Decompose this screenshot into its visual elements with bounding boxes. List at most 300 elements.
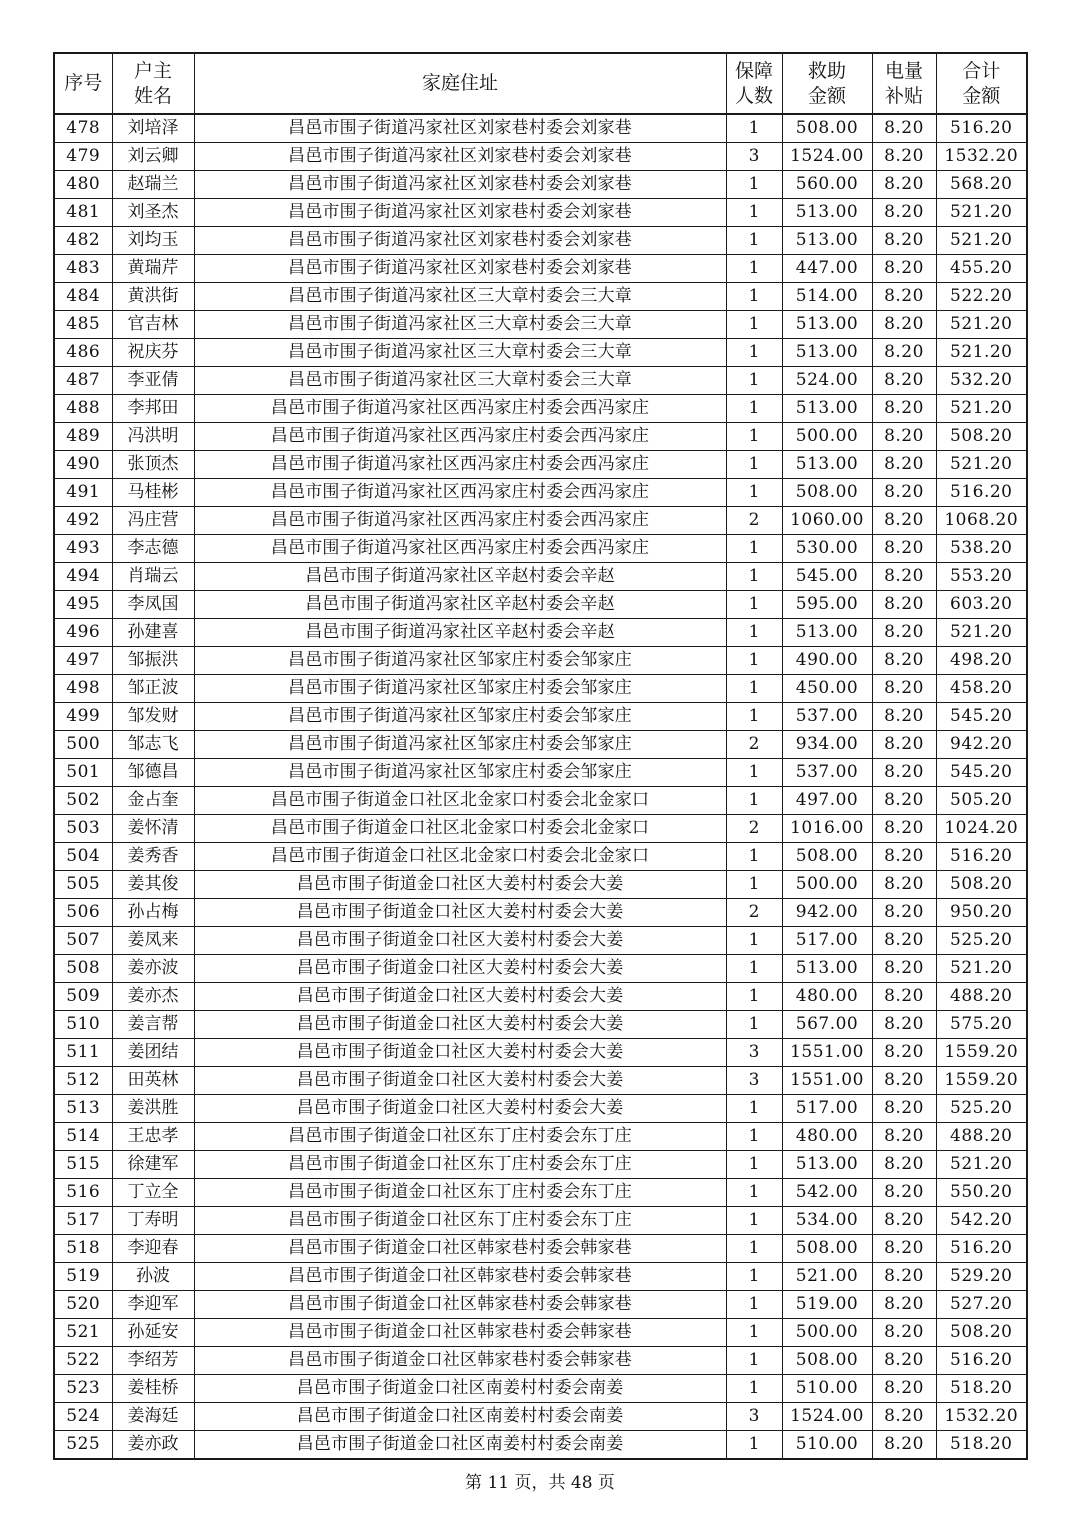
cell-name: 冯洪明 <box>112 423 194 451</box>
cell-address: 昌邑市围子街道金口社区南姜村村委会南姜 <box>194 1431 726 1460</box>
cell-persons: 1 <box>726 423 782 451</box>
cell-name: 马桂彬 <box>112 479 194 507</box>
cell-persons: 1 <box>726 871 782 899</box>
cell-total: 1024.20 <box>936 815 1027 843</box>
cell-address: 昌邑市围子街道金口社区韩家巷村委会韩家巷 <box>194 1319 726 1347</box>
table-row <box>54 871 1027 899</box>
cell-address: 昌邑市围子街道冯家社区邹家庄村委会邹家庄 <box>194 647 726 675</box>
cell-seq: 505 <box>54 871 112 899</box>
table-row <box>54 227 1027 255</box>
cell-persons: 1 <box>726 1235 782 1263</box>
cell-aid: 567.00 <box>782 1011 872 1039</box>
cell-elec: 8.20 <box>872 507 936 535</box>
cell-address: 昌邑市围子街道冯家社区西冯家庄村委会西冯家庄 <box>194 451 726 479</box>
cell-elec: 8.20 <box>872 703 936 731</box>
cell-seq: 499 <box>54 703 112 731</box>
cell-persons: 3 <box>726 1039 782 1067</box>
cell-elec: 8.20 <box>872 955 936 983</box>
cell-aid: 517.00 <box>782 927 872 955</box>
table-row <box>54 507 1027 535</box>
table-row <box>54 1431 1027 1460</box>
table-row <box>54 1291 1027 1319</box>
cell-total: 1532.20 <box>936 1403 1027 1431</box>
relief-table <box>53 52 1028 1460</box>
cell-elec: 8.20 <box>872 1123 936 1151</box>
table-row <box>54 927 1027 955</box>
cell-address: 昌邑市围子街道冯家社区西冯家庄村委会西冯家庄 <box>194 507 726 535</box>
cell-name: 姜言帮 <box>112 1011 194 1039</box>
cell-persons: 1 <box>726 619 782 647</box>
cell-seq: 522 <box>54 1347 112 1375</box>
cell-elec: 8.20 <box>872 899 936 927</box>
cell-aid: 519.00 <box>782 1291 872 1319</box>
cell-address: 昌邑市围子街道金口社区北金家口村委会北金家口 <box>194 787 726 815</box>
cell-elec: 8.20 <box>872 983 936 1011</box>
cell-aid: 500.00 <box>782 1319 872 1347</box>
cell-total: 521.20 <box>936 395 1027 423</box>
cell-address: 昌邑市围子街道金口社区韩家巷村委会韩家巷 <box>194 1347 726 1375</box>
cell-name: 李绍芳 <box>112 1347 194 1375</box>
cell-aid: 1524.00 <box>782 1403 872 1431</box>
cell-aid: 542.00 <box>782 1179 872 1207</box>
cell-address: 昌邑市围子街道冯家社区邹家庄村委会邹家庄 <box>194 703 726 731</box>
cell-elec: 8.20 <box>872 535 936 563</box>
cell-aid: 480.00 <box>782 1123 872 1151</box>
cell-name: 李迎春 <box>112 1235 194 1263</box>
cell-name: 肖瑞云 <box>112 563 194 591</box>
cell-name: 张顶杰 <box>112 451 194 479</box>
header-aid: 救助 金额 <box>782 53 872 114</box>
cell-seq: 502 <box>54 787 112 815</box>
cell-persons: 1 <box>726 227 782 255</box>
cell-aid: 1060.00 <box>782 507 872 535</box>
cell-address: 昌邑市围子街道冯家社区刘家巷村委会刘家巷 <box>194 114 726 143</box>
cell-seq: 519 <box>54 1263 112 1291</box>
cell-address: 昌邑市围子街道冯家社区西冯家庄村委会西冯家庄 <box>194 479 726 507</box>
cell-total: 516.20 <box>936 479 1027 507</box>
table-row <box>54 311 1027 339</box>
cell-name: 邹振洪 <box>112 647 194 675</box>
cell-aid: 537.00 <box>782 703 872 731</box>
cell-aid: 1551.00 <box>782 1039 872 1067</box>
cell-seq: 495 <box>54 591 112 619</box>
cell-aid: 447.00 <box>782 255 872 283</box>
cell-name: 姜秀香 <box>112 843 194 871</box>
cell-persons: 1 <box>726 479 782 507</box>
cell-elec: 8.20 <box>872 1291 936 1319</box>
cell-elec: 8.20 <box>872 591 936 619</box>
cell-total: 521.20 <box>936 311 1027 339</box>
cell-persons: 1 <box>726 591 782 619</box>
cell-address: 昌邑市围子街道冯家社区辛赵村委会辛赵 <box>194 563 726 591</box>
cell-elec: 8.20 <box>872 171 936 199</box>
cell-total: 942.20 <box>936 731 1027 759</box>
table-row <box>54 283 1027 311</box>
table-row <box>54 143 1027 171</box>
cell-seq: 524 <box>54 1403 112 1431</box>
table-row <box>54 983 1027 1011</box>
cell-seq: 496 <box>54 619 112 647</box>
cell-total: 508.20 <box>936 1319 1027 1347</box>
table-row <box>54 1039 1027 1067</box>
cell-address: 昌邑市围子街道金口社区大姜村村委会大姜 <box>194 899 726 927</box>
cell-elec: 8.20 <box>872 1207 936 1235</box>
cell-seq: 491 <box>54 479 112 507</box>
cell-seq: 521 <box>54 1319 112 1347</box>
cell-aid: 595.00 <box>782 591 872 619</box>
cell-elec: 8.20 <box>872 479 936 507</box>
table-row <box>54 1375 1027 1403</box>
table-row <box>54 339 1027 367</box>
cell-name: 冯庄营 <box>112 507 194 535</box>
cell-aid: 545.00 <box>782 563 872 591</box>
cell-persons: 1 <box>726 1291 782 1319</box>
cell-total: 525.20 <box>936 927 1027 955</box>
cell-address: 昌邑市围子街道金口社区大姜村村委会大姜 <box>194 927 726 955</box>
cell-elec: 8.20 <box>872 1263 936 1291</box>
cell-persons: 2 <box>726 731 782 759</box>
cell-elec: 8.20 <box>872 451 936 479</box>
cell-persons: 1 <box>726 703 782 731</box>
cell-aid: 1524.00 <box>782 143 872 171</box>
cell-address: 昌邑市围子街道金口社区大姜村村委会大姜 <box>194 1039 726 1067</box>
cell-total: 545.20 <box>936 703 1027 731</box>
cell-persons: 1 <box>726 675 782 703</box>
cell-address: 昌邑市围子街道金口社区大姜村村委会大姜 <box>194 983 726 1011</box>
cell-persons: 1 <box>726 171 782 199</box>
cell-total: 532.20 <box>936 367 1027 395</box>
cell-aid: 513.00 <box>782 1151 872 1179</box>
cell-seq: 486 <box>54 339 112 367</box>
cell-persons: 1 <box>726 955 782 983</box>
cell-seq: 488 <box>54 395 112 423</box>
cell-name: 姜亦波 <box>112 955 194 983</box>
cell-address: 昌邑市围子街道冯家社区邹家庄村委会邹家庄 <box>194 675 726 703</box>
cell-persons: 1 <box>726 983 782 1011</box>
table-row <box>54 1151 1027 1179</box>
cell-name: 邹德昌 <box>112 759 194 787</box>
cell-persons: 1 <box>726 535 782 563</box>
cell-aid: 513.00 <box>782 311 872 339</box>
cell-elec: 8.20 <box>872 1151 936 1179</box>
cell-seq: 501 <box>54 759 112 787</box>
cell-address: 昌邑市围子街道金口社区大姜村村委会大姜 <box>194 1095 726 1123</box>
cell-aid: 942.00 <box>782 899 872 927</box>
cell-seq: 494 <box>54 563 112 591</box>
cell-seq: 508 <box>54 955 112 983</box>
cell-elec: 8.20 <box>872 619 936 647</box>
table-row <box>54 899 1027 927</box>
cell-persons: 1 <box>726 1347 782 1375</box>
cell-persons: 2 <box>726 815 782 843</box>
cell-elec: 8.20 <box>872 787 936 815</box>
cell-address: 昌邑市围子街道金口社区东丁庄村委会东丁庄 <box>194 1179 726 1207</box>
cell-persons: 1 <box>726 255 782 283</box>
cell-seq: 507 <box>54 927 112 955</box>
cell-seq: 504 <box>54 843 112 871</box>
cell-total: 498.20 <box>936 647 1027 675</box>
header-total: 合计 金额 <box>936 53 1027 114</box>
cell-name: 姜亦政 <box>112 1431 194 1460</box>
cell-seq: 516 <box>54 1179 112 1207</box>
cell-elec: 8.20 <box>872 1319 936 1347</box>
cell-address: 昌邑市围子街道冯家社区刘家巷村委会刘家巷 <box>194 143 726 171</box>
cell-persons: 1 <box>726 1431 782 1460</box>
cell-name: 官吉林 <box>112 311 194 339</box>
cell-aid: 490.00 <box>782 647 872 675</box>
cell-total: 516.20 <box>936 114 1027 143</box>
cell-persons: 1 <box>726 199 782 227</box>
cell-elec: 8.20 <box>872 759 936 787</box>
cell-elec: 8.20 <box>872 143 936 171</box>
cell-address: 昌邑市围子街道冯家社区辛赵村委会辛赵 <box>194 619 726 647</box>
cell-total: 525.20 <box>936 1095 1027 1123</box>
cell-total: 508.20 <box>936 423 1027 451</box>
cell-seq: 489 <box>54 423 112 451</box>
table-row <box>54 759 1027 787</box>
cell-seq: 513 <box>54 1095 112 1123</box>
cell-name: 姜凤来 <box>112 927 194 955</box>
table-row <box>54 955 1027 983</box>
cell-seq: 485 <box>54 311 112 339</box>
cell-persons: 1 <box>726 787 782 815</box>
cell-aid: 508.00 <box>782 479 872 507</box>
cell-name: 王忠孝 <box>112 1123 194 1151</box>
cell-name: 徐建军 <box>112 1151 194 1179</box>
cell-total: 1532.20 <box>936 143 1027 171</box>
cell-persons: 1 <box>726 451 782 479</box>
cell-elec: 8.20 <box>872 114 936 143</box>
cell-elec: 8.20 <box>872 199 936 227</box>
table-row <box>54 675 1027 703</box>
cell-address: 昌邑市围子街道冯家社区三大章村委会三大章 <box>194 283 726 311</box>
table-row <box>54 1207 1027 1235</box>
cell-aid: 934.00 <box>782 731 872 759</box>
header-address: 家庭住址 <box>194 53 726 114</box>
table-row <box>54 255 1027 283</box>
cell-name: 李亚倩 <box>112 367 194 395</box>
cell-aid: 508.00 <box>782 114 872 143</box>
cell-address: 昌邑市围子街道金口社区东丁庄村委会东丁庄 <box>194 1123 726 1151</box>
cell-name: 邹志飞 <box>112 731 194 759</box>
cell-aid: 1016.00 <box>782 815 872 843</box>
cell-total: 542.20 <box>936 1207 1027 1235</box>
cell-aid: 508.00 <box>782 1235 872 1263</box>
cell-address: 昌邑市围子街道冯家社区辛赵村委会辛赵 <box>194 591 726 619</box>
table-row <box>54 563 1027 591</box>
cell-address: 昌邑市围子街道冯家社区西冯家庄村委会西冯家庄 <box>194 423 726 451</box>
cell-aid: 480.00 <box>782 983 872 1011</box>
cell-persons: 1 <box>726 1179 782 1207</box>
table-row <box>54 451 1027 479</box>
cell-elec: 8.20 <box>872 1347 936 1375</box>
cell-address: 昌邑市围子街道冯家社区刘家巷村委会刘家巷 <box>194 199 726 227</box>
cell-address: 昌邑市围子街道金口社区东丁庄村委会东丁庄 <box>194 1151 726 1179</box>
header-seq: 序号 <box>54 53 112 114</box>
cell-address: 昌邑市围子街道金口社区韩家巷村委会韩家巷 <box>194 1235 726 1263</box>
cell-name: 丁寿明 <box>112 1207 194 1235</box>
cell-seq: 512 <box>54 1067 112 1095</box>
cell-address: 昌邑市围子街道金口社区大姜村村委会大姜 <box>194 955 726 983</box>
cell-name: 姜团结 <box>112 1039 194 1067</box>
cell-address: 昌邑市围子街道冯家社区西冯家庄村委会西冯家庄 <box>194 535 726 563</box>
cell-total: 508.20 <box>936 871 1027 899</box>
cell-persons: 1 <box>726 367 782 395</box>
cell-name: 刘培泽 <box>112 114 194 143</box>
cell-name: 田英林 <box>112 1067 194 1095</box>
table-row <box>54 731 1027 759</box>
cell-total: 458.20 <box>936 675 1027 703</box>
cell-name: 刘圣杰 <box>112 199 194 227</box>
cell-persons: 1 <box>726 1263 782 1291</box>
cell-address: 昌邑市围子街道金口社区东丁庄村委会东丁庄 <box>194 1207 726 1235</box>
cell-seq: 484 <box>54 283 112 311</box>
cell-total: 521.20 <box>936 339 1027 367</box>
cell-name: 姜桂桥 <box>112 1375 194 1403</box>
cell-persons: 1 <box>726 283 782 311</box>
cell-address: 昌邑市围子街道冯家社区三大章村委会三大章 <box>194 339 726 367</box>
cell-name: 孙建喜 <box>112 619 194 647</box>
cell-aid: 521.00 <box>782 1263 872 1291</box>
table-row <box>54 114 1027 143</box>
cell-persons: 1 <box>726 339 782 367</box>
cell-seq: 509 <box>54 983 112 1011</box>
cell-total: 1559.20 <box>936 1039 1027 1067</box>
cell-aid: 513.00 <box>782 339 872 367</box>
cell-total: 1068.20 <box>936 507 1027 535</box>
cell-aid: 513.00 <box>782 227 872 255</box>
table-row <box>54 787 1027 815</box>
cell-seq: 493 <box>54 535 112 563</box>
cell-elec: 8.20 <box>872 1067 936 1095</box>
cell-persons: 1 <box>726 563 782 591</box>
cell-persons: 3 <box>726 143 782 171</box>
cell-total: 505.20 <box>936 787 1027 815</box>
cell-seq: 483 <box>54 255 112 283</box>
cell-address: 昌邑市围子街道金口社区大姜村村委会大姜 <box>194 1011 726 1039</box>
cell-seq: 478 <box>54 114 112 143</box>
cell-name: 姜其俊 <box>112 871 194 899</box>
cell-total: 521.20 <box>936 451 1027 479</box>
cell-total: 521.20 <box>936 227 1027 255</box>
table-header <box>54 53 1027 114</box>
cell-total: 521.20 <box>936 199 1027 227</box>
cell-seq: 518 <box>54 1235 112 1263</box>
page-footer: 第 11 页，共 48 页 <box>465 1473 615 1493</box>
cell-total: 568.20 <box>936 171 1027 199</box>
cell-elec: 8.20 <box>872 815 936 843</box>
cell-total: 518.20 <box>936 1431 1027 1460</box>
cell-seq: 514 <box>54 1123 112 1151</box>
cell-aid: 508.00 <box>782 1347 872 1375</box>
cell-total: 488.20 <box>936 1123 1027 1151</box>
cell-elec: 8.20 <box>872 1235 936 1263</box>
cell-aid: 508.00 <box>782 843 872 871</box>
table-row <box>54 1179 1027 1207</box>
cell-total: 521.20 <box>936 955 1027 983</box>
table-row <box>54 815 1027 843</box>
header-elec: 电量 补贴 <box>872 53 936 114</box>
cell-elec: 8.20 <box>872 871 936 899</box>
cell-elec: 8.20 <box>872 339 936 367</box>
cell-total: 550.20 <box>936 1179 1027 1207</box>
cell-name: 姜亦杰 <box>112 983 194 1011</box>
cell-elec: 8.20 <box>872 1375 936 1403</box>
table-row <box>54 1263 1027 1291</box>
table-row <box>54 1403 1027 1431</box>
cell-elec: 8.20 <box>872 1039 936 1067</box>
cell-persons: 1 <box>726 927 782 955</box>
cell-aid: 560.00 <box>782 171 872 199</box>
cell-name: 孙延安 <box>112 1319 194 1347</box>
cell-aid: 513.00 <box>782 451 872 479</box>
cell-aid: 497.00 <box>782 787 872 815</box>
table-row <box>54 423 1027 451</box>
cell-name: 孙占梅 <box>112 899 194 927</box>
cell-persons: 1 <box>726 1123 782 1151</box>
cell-aid: 524.00 <box>782 367 872 395</box>
table-row <box>54 703 1027 731</box>
cell-total: 521.20 <box>936 1151 1027 1179</box>
cell-name: 邹发财 <box>112 703 194 731</box>
cell-elec: 8.20 <box>872 1403 936 1431</box>
cell-persons: 1 <box>726 843 782 871</box>
cell-name: 祝庆芬 <box>112 339 194 367</box>
table-row <box>54 1347 1027 1375</box>
cell-total: 521.20 <box>936 619 1027 647</box>
cell-total: 529.20 <box>936 1263 1027 1291</box>
cell-name: 李邦田 <box>112 395 194 423</box>
cell-persons: 1 <box>726 114 782 143</box>
table-row <box>54 1235 1027 1263</box>
cell-seq: 479 <box>54 143 112 171</box>
cell-seq: 506 <box>54 899 112 927</box>
cell-seq: 525 <box>54 1431 112 1460</box>
cell-address: 昌邑市围子街道冯家社区刘家巷村委会刘家巷 <box>194 227 726 255</box>
cell-seq: 517 <box>54 1207 112 1235</box>
cell-total: 603.20 <box>936 591 1027 619</box>
cell-total: 488.20 <box>936 983 1027 1011</box>
cell-seq: 511 <box>54 1039 112 1067</box>
cell-name: 黄瑞芹 <box>112 255 194 283</box>
table-row <box>54 1067 1027 1095</box>
header-persons: 保障 人数 <box>726 53 782 114</box>
cell-seq: 498 <box>54 675 112 703</box>
cell-aid: 450.00 <box>782 675 872 703</box>
cell-total: 518.20 <box>936 1375 1027 1403</box>
cell-name: 黄洪街 <box>112 283 194 311</box>
cell-seq: 480 <box>54 171 112 199</box>
cell-seq: 503 <box>54 815 112 843</box>
cell-name: 姜怀清 <box>112 815 194 843</box>
cell-total: 553.20 <box>936 563 1027 591</box>
cell-name: 刘均玉 <box>112 227 194 255</box>
table-row <box>54 199 1027 227</box>
cell-elec: 8.20 <box>872 927 936 955</box>
cell-address: 昌邑市围子街道金口社区北金家口村委会北金家口 <box>194 815 726 843</box>
table-row <box>54 843 1027 871</box>
cell-seq: 487 <box>54 367 112 395</box>
cell-name: 孙波 <box>112 1263 194 1291</box>
cell-persons: 3 <box>726 1067 782 1095</box>
cell-address: 昌邑市围子街道冯家社区邹家庄村委会邹家庄 <box>194 731 726 759</box>
cell-address: 昌邑市围子街道冯家社区三大章村委会三大章 <box>194 367 726 395</box>
cell-persons: 1 <box>726 1207 782 1235</box>
cell-aid: 517.00 <box>782 1095 872 1123</box>
cell-name: 金占奎 <box>112 787 194 815</box>
cell-persons: 1 <box>726 1319 782 1347</box>
cell-elec: 8.20 <box>872 395 936 423</box>
